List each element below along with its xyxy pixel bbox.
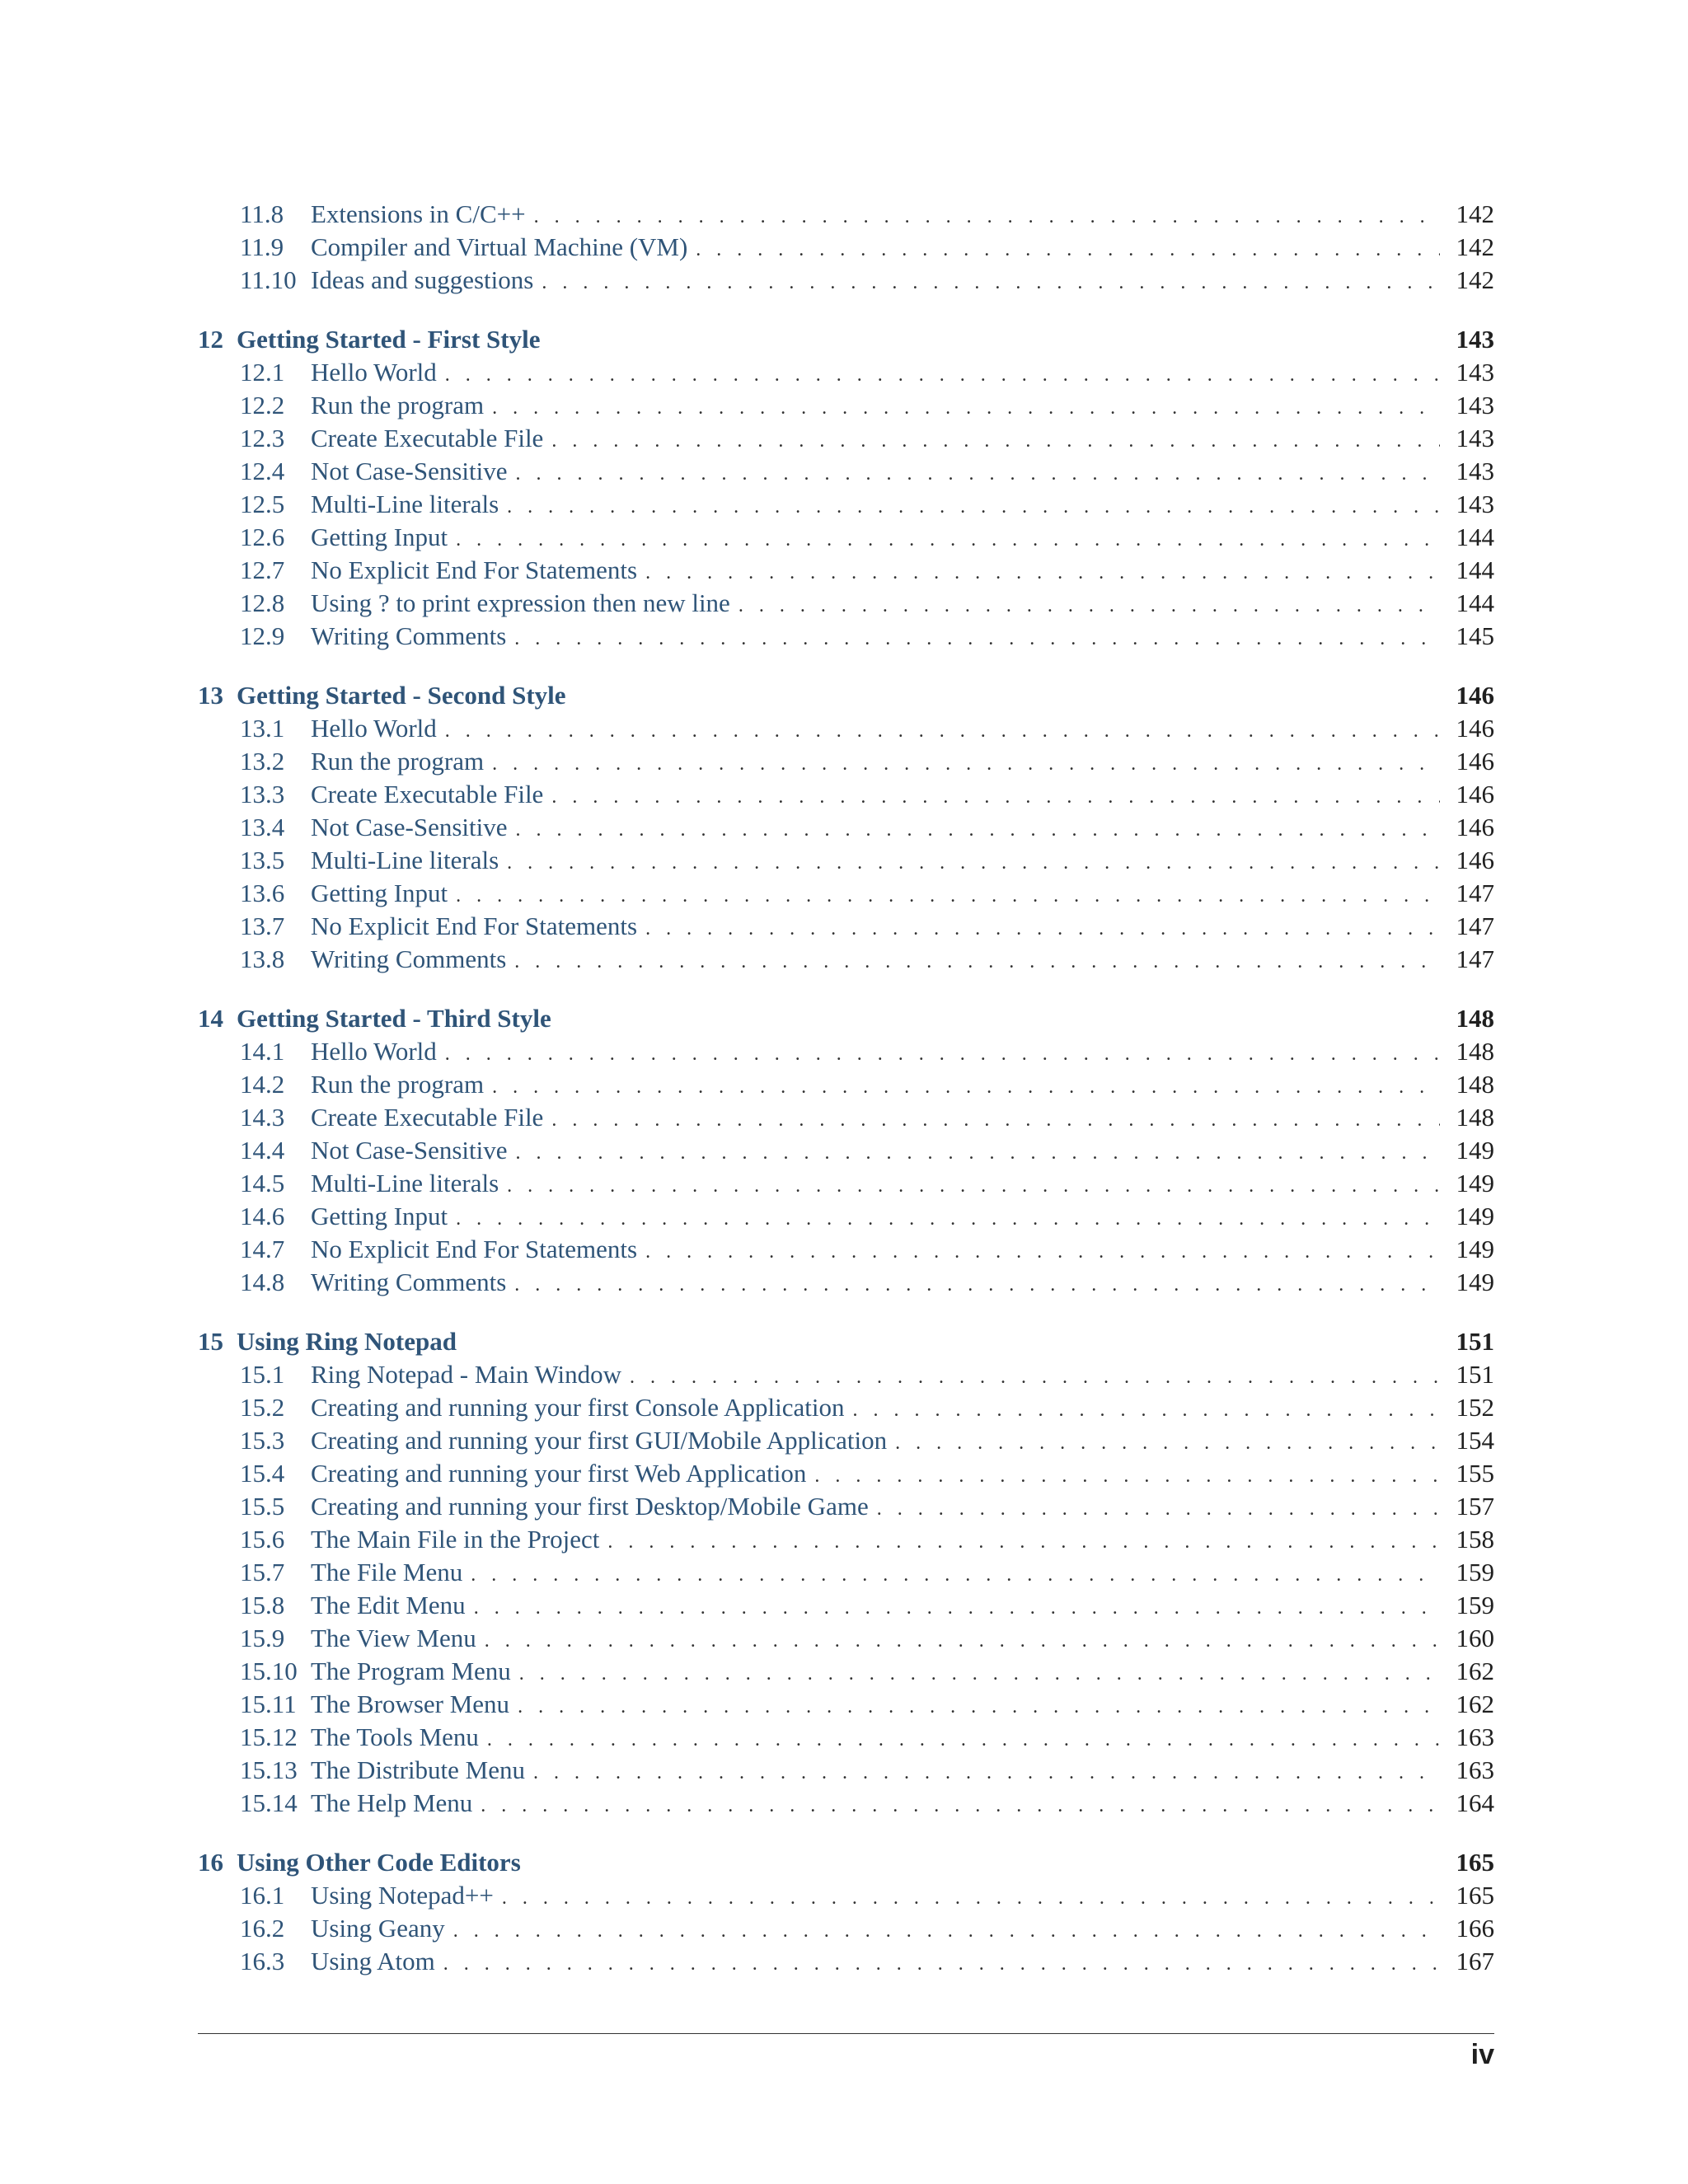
- toc-entry-number[interactable]: 12.5: [240, 490, 285, 518]
- toc-entry-title[interactable]: No Explicit End For Statements: [311, 912, 638, 940]
- toc-entry-number[interactable]: 14.3: [240, 1103, 285, 1132]
- toc-section-entry[interactable]: [198, 587, 1494, 620]
- toc-section-entry[interactable]: [198, 1035, 1494, 1068]
- toc-entry-title[interactable]: Multi-Line literals: [311, 846, 499, 874]
- toc-entry-page: 144: [1456, 588, 1494, 617]
- toc-entry-number[interactable]: 15.12: [240, 1722, 298, 1751]
- toc-entry-number[interactable]: 15: [198, 1327, 223, 1356]
- toc-entry-title[interactable]: No Explicit End For Statements: [311, 1235, 638, 1263]
- toc-entry-title[interactable]: Create Executable File: [311, 1103, 544, 1132]
- toc-entry-number[interactable]: 13.4: [240, 813, 285, 841]
- toc-entry-title[interactable]: The Help Menu: [311, 1788, 473, 1817]
- toc-entry-title[interactable]: The Edit Menu: [311, 1591, 466, 1619]
- toc-entry-page: 142: [1456, 232, 1494, 261]
- toc-section-entry[interactable]: [198, 521, 1494, 554]
- toc-entry-number[interactable]: 15.5: [240, 1492, 285, 1521]
- toc-section-entry[interactable]: [198, 1457, 1494, 1490]
- toc-entry-page: 149: [1456, 1202, 1494, 1230]
- toc-entry-title[interactable]: Getting Input: [311, 1202, 448, 1230]
- toc-entry-page: 144: [1456, 523, 1494, 551]
- toc-section-entry[interactable]: [198, 1912, 1494, 1945]
- toc-entry-page: 148: [1456, 1070, 1494, 1099]
- toc-entry-number[interactable]: 14.1: [240, 1037, 285, 1066]
- toc-entry-page: 154: [1456, 1426, 1494, 1455]
- toc-entry-page: 148: [1456, 1004, 1494, 1033]
- toc-section-entry[interactable]: [198, 198, 1494, 231]
- toc-section-entry[interactable]: [198, 554, 1494, 587]
- dot-leader: [630, 1361, 1440, 1394]
- toc-entry-number[interactable]: 11.9: [240, 232, 284, 261]
- toc-entry-title[interactable]: The File Menu: [311, 1558, 463, 1586]
- toc-section-entry[interactable]: [198, 778, 1494, 811]
- dot-leader: [456, 1202, 1440, 1235]
- toc-entry-number[interactable]: 13.2: [240, 747, 285, 776]
- toc-entry-page: 146: [1456, 813, 1494, 841]
- toc-entry-title[interactable]: Multi-Line literals: [311, 490, 499, 518]
- toc-entry-title[interactable]: The Tools Menu: [311, 1722, 479, 1751]
- toc-entry-title[interactable]: Using Ring Notepad: [237, 1327, 457, 1356]
- toc-entry-number[interactable]: 15.11: [240, 1690, 297, 1718]
- toc-entry-title[interactable]: No Explicit End For Statements: [311, 555, 638, 584]
- toc-entry-number[interactable]: 13.6: [240, 879, 285, 907]
- toc-entry-title[interactable]: Using Other Code Editors: [237, 1848, 521, 1877]
- dot-leader: [607, 1526, 1440, 1558]
- toc-entry-number[interactable]: 13.7: [240, 912, 285, 940]
- table-of-contents: [198, 198, 1494, 1978]
- dot-leader: [516, 813, 1441, 846]
- dot-leader: [551, 780, 1440, 813]
- dot-leader: [877, 1493, 1440, 1526]
- dot-leader: [481, 1789, 1440, 1822]
- toc-entry-page: 146: [1456, 780, 1494, 808]
- toc-entry-page: 143: [1456, 325, 1494, 354]
- toc-entry-title[interactable]: Not Case-Sensitive: [311, 813, 508, 841]
- dot-leader: [516, 1137, 1441, 1169]
- toc-entry-number[interactable]: 11.8: [240, 199, 284, 228]
- dot-leader: [514, 945, 1440, 978]
- dot-leader: [645, 912, 1440, 945]
- toc-section-entry[interactable]: [198, 1233, 1494, 1266]
- toc-entry-number[interactable]: 14: [198, 1004, 223, 1033]
- toc-entry-title[interactable]: Creating and running your first Web Application: [311, 1459, 807, 1488]
- toc-entry-page: 162: [1456, 1690, 1494, 1718]
- toc-entry-title[interactable]: Hello World: [311, 714, 437, 743]
- toc-entry-page: 151: [1456, 1360, 1494, 1389]
- toc-section-entry[interactable]: [198, 811, 1494, 844]
- toc-entry-page: 149: [1456, 1235, 1494, 1263]
- dot-leader: [533, 1756, 1440, 1789]
- toc-entry-title[interactable]: Not Case-Sensitive: [311, 1136, 508, 1165]
- toc-entry-page: 148: [1456, 1037, 1494, 1066]
- toc-section-entry[interactable]: [198, 1101, 1494, 1134]
- toc-entry-title[interactable]: The Distribute Menu: [311, 1755, 526, 1784]
- dot-leader: [645, 556, 1440, 589]
- dot-leader: [474, 1591, 1440, 1624]
- dot-leader: [443, 1947, 1440, 1980]
- toc-entry-number[interactable]: 12.7: [240, 555, 285, 584]
- dot-leader: [507, 490, 1440, 523]
- toc-entry-page: 147: [1456, 879, 1494, 907]
- toc-entry-page: 151: [1456, 1327, 1494, 1356]
- dot-leader: [492, 1071, 1440, 1104]
- toc-entry-number[interactable]: 13: [198, 681, 223, 710]
- dot-leader: [456, 523, 1440, 556]
- toc-entry-page: 143: [1456, 457, 1494, 485]
- toc-entry-number[interactable]: 12.2: [240, 391, 285, 419]
- toc-entry-title[interactable]: Create Executable File: [311, 424, 544, 452]
- toc-entry-title[interactable]: Using ? to print expression then new line: [311, 588, 730, 617]
- toc-entry-number[interactable]: 14.5: [240, 1169, 285, 1197]
- toc-entry-number[interactable]: 15.9: [240, 1624, 285, 1652]
- toc-entry-title[interactable]: Hello World: [311, 358, 437, 387]
- toc-entry-title[interactable]: Using Geany: [311, 1914, 445, 1943]
- toc-entry-page: 146: [1456, 681, 1494, 710]
- dot-leader: [551, 424, 1440, 457]
- toc-chapter-entry[interactable]: [198, 679, 1494, 712]
- toc-entry-page: 143: [1456, 391, 1494, 419]
- toc-section-entry[interactable]: [198, 1945, 1494, 1978]
- toc-entry-number[interactable]: 12.3: [240, 424, 285, 452]
- toc-section-entry[interactable]: [198, 1358, 1494, 1391]
- toc-section-entry[interactable]: [198, 264, 1494, 297]
- toc-entry-page: 145: [1456, 621, 1494, 650]
- toc-entry-title[interactable]: Ring Notepad - Main Window: [311, 1360, 622, 1389]
- toc-section-entry[interactable]: [198, 1134, 1494, 1167]
- dot-leader: [518, 1690, 1440, 1723]
- toc-entry-title[interactable]: Writing Comments: [311, 621, 507, 650]
- dot-leader: [814, 1460, 1440, 1493]
- toc-entry-page: 163: [1456, 1755, 1494, 1784]
- toc-section-entry[interactable]: [198, 1787, 1494, 1820]
- toc-entry-page: 143: [1456, 424, 1494, 452]
- toc-entry-page: 159: [1456, 1591, 1494, 1619]
- toc-entry-title[interactable]: Getting Started - First Style: [237, 325, 541, 354]
- toc-entry-page: 155: [1456, 1459, 1494, 1488]
- toc-entry-number[interactable]: 15.10: [240, 1657, 298, 1685]
- toc-entry-title[interactable]: The Browser Menu: [311, 1690, 510, 1718]
- toc-entry-page: 149: [1456, 1136, 1494, 1165]
- toc-entry-number[interactable]: 14.2: [240, 1070, 285, 1099]
- dot-leader: [492, 391, 1440, 424]
- toc-entry-number[interactable]: 13.8: [240, 944, 285, 973]
- toc-chapter-entry[interactable]: [198, 323, 1494, 356]
- toc-section-entry[interactable]: [198, 389, 1494, 422]
- toc-section-entry[interactable]: [198, 1655, 1494, 1688]
- toc-entry-number[interactable]: 11.10: [240, 265, 297, 294]
- toc-entry-page: 147: [1456, 912, 1494, 940]
- toc-section-entry[interactable]: [198, 1556, 1494, 1589]
- dot-leader: [507, 1169, 1440, 1202]
- toc-chapter-entry[interactable]: [198, 1002, 1494, 1035]
- toc-section-entry[interactable]: [198, 910, 1494, 943]
- dot-leader: [485, 1624, 1440, 1657]
- toc-section-entry[interactable]: [198, 620, 1494, 653]
- toc-entry-title[interactable]: Using Atom: [311, 1947, 435, 1975]
- toc-entry-page: 149: [1456, 1169, 1494, 1197]
- toc-section-entry[interactable]: [198, 712, 1494, 745]
- toc-chapter-entry[interactable]: [198, 1846, 1494, 1879]
- toc-entry-number[interactable]: 15.6: [240, 1525, 285, 1554]
- toc-entry-number[interactable]: 12.1: [240, 358, 285, 387]
- dot-leader: [445, 715, 1440, 748]
- toc-entry-number[interactable]: 14.8: [240, 1268, 285, 1296]
- dot-leader: [895, 1427, 1440, 1460]
- toc-section-entry[interactable]: [198, 1622, 1494, 1655]
- toc-entry-number[interactable]: 15.14: [240, 1788, 298, 1817]
- toc-entry-number[interactable]: 15.2: [240, 1393, 285, 1422]
- toc-entry-page: 159: [1456, 1558, 1494, 1586]
- toc-section-entry[interactable]: [198, 1167, 1494, 1200]
- toc-entry-page: 158: [1456, 1525, 1494, 1554]
- toc-entry-title[interactable]: Create Executable File: [311, 780, 544, 808]
- dot-leader: [487, 1723, 1440, 1756]
- toc-entry-page: 149: [1456, 1268, 1494, 1296]
- toc-entry-number[interactable]: 16.3: [240, 1947, 285, 1975]
- toc-entry-title[interactable]: Compiler and Virtual Machine (VM): [311, 232, 688, 261]
- toc-section-entry[interactable]: [198, 1200, 1494, 1233]
- toc-entry-title[interactable]: Creating and running your first Desktop/Mobile Game: [311, 1492, 869, 1521]
- toc-entry-page: 142: [1456, 199, 1494, 228]
- toc-section-entry[interactable]: [198, 1523, 1494, 1556]
- toc-entry-page: 143: [1456, 358, 1494, 387]
- toc-entry-title[interactable]: Multi-Line literals: [311, 1169, 499, 1197]
- dot-leader: [471, 1558, 1440, 1591]
- toc-entry-page: 167: [1456, 1947, 1494, 1975]
- toc-entry-page: 142: [1456, 265, 1494, 294]
- dot-leader: [645, 1235, 1440, 1268]
- toc-entry-page: 152: [1456, 1393, 1494, 1422]
- dot-leader: [456, 879, 1440, 912]
- toc-entry-title[interactable]: Creating and running your first Console Application: [311, 1393, 845, 1422]
- toc-entry-page: 147: [1456, 944, 1494, 973]
- dot-leader: [492, 748, 1440, 780]
- toc-entry-title[interactable]: Creating and running your first GUI/Mobile Application: [311, 1426, 888, 1455]
- toc-entry-title[interactable]: Extensions in C/C++: [311, 199, 526, 228]
- toc-entry-number[interactable]: 14.4: [240, 1136, 285, 1165]
- toc-entry-page: 160: [1456, 1624, 1494, 1652]
- toc-entry-number[interactable]: 13.1: [240, 714, 285, 743]
- dot-leader: [852, 1394, 1440, 1427]
- dot-leader: [445, 359, 1440, 391]
- toc-entry-title[interactable]: Getting Started - Third Style: [237, 1004, 551, 1033]
- toc-entry-number[interactable]: 16.1: [240, 1881, 285, 1910]
- toc-section-entry[interactable]: [198, 1266, 1494, 1299]
- dot-leader: [514, 1268, 1440, 1301]
- toc-entry-title[interactable]: Getting Input: [311, 879, 448, 907]
- toc-entry-page: 162: [1456, 1657, 1494, 1685]
- dot-leader: [516, 457, 1441, 490]
- toc-entry-title[interactable]: The Program Menu: [311, 1657, 511, 1685]
- dot-leader: [445, 1038, 1440, 1071]
- toc-section-entry[interactable]: [198, 1424, 1494, 1457]
- toc-section-entry[interactable]: [198, 422, 1494, 455]
- toc-entry-page: 144: [1456, 555, 1494, 584]
- toc-section-entry[interactable]: [198, 877, 1494, 910]
- toc-entry-page: 146: [1456, 714, 1494, 743]
- toc-entry-number[interactable]: 12.4: [240, 457, 285, 485]
- toc-section-entry[interactable]: [198, 1490, 1494, 1523]
- toc-section-entry[interactable]: [198, 1754, 1494, 1787]
- toc-entry-page: 165: [1456, 1881, 1494, 1910]
- dot-leader: [738, 589, 1440, 622]
- toc-section-entry[interactable]: [198, 231, 1494, 264]
- toc-entry-title[interactable]: The View Menu: [311, 1624, 476, 1652]
- toc-entry-page: 157: [1456, 1492, 1494, 1521]
- toc-entry-page: 148: [1456, 1103, 1494, 1132]
- toc-entry-number[interactable]: 13.3: [240, 780, 285, 808]
- toc-entry-number[interactable]: 14.7: [240, 1235, 285, 1263]
- toc-entry-number[interactable]: 12.6: [240, 523, 285, 551]
- toc-entry-page: 165: [1456, 1848, 1494, 1877]
- toc-section-entry[interactable]: [198, 1068, 1494, 1101]
- toc-entry-title[interactable]: Hello World: [311, 1037, 437, 1066]
- toc-entry-title[interactable]: Getting Started - Second Style: [237, 681, 566, 710]
- toc-entry-title[interactable]: Not Case-Sensitive: [311, 457, 508, 485]
- toc-entry-page: 166: [1456, 1914, 1494, 1943]
- toc-section-entry[interactable]: [198, 455, 1494, 488]
- page-number: iv: [1470, 2039, 1494, 2070]
- toc-entry-title[interactable]: Run the program: [311, 747, 485, 776]
- toc-entry-title[interactable]: Ideas and suggestions: [311, 265, 534, 294]
- toc-chapter-entry[interactable]: [198, 1325, 1494, 1358]
- dot-leader: [519, 1657, 1440, 1690]
- toc-entry-number[interactable]: 12: [198, 325, 223, 354]
- dot-leader: [534, 200, 1440, 233]
- dot-leader: [696, 233, 1440, 266]
- toc-entry-page: 146: [1456, 846, 1494, 874]
- toc-entry-number[interactable]: 12.8: [240, 588, 285, 617]
- dot-leader: [453, 1915, 1440, 1947]
- toc-section-entry[interactable]: [198, 943, 1494, 976]
- toc-entry-number[interactable]: 15.7: [240, 1558, 285, 1586]
- toc-section-entry[interactable]: [198, 745, 1494, 778]
- dot-leader: [551, 1104, 1440, 1137]
- toc-entry-page: 143: [1456, 490, 1494, 518]
- toc-entry-title[interactable]: Run the program: [311, 1070, 485, 1099]
- dot-leader: [502, 1882, 1440, 1915]
- toc-section-entry[interactable]: [198, 488, 1494, 521]
- toc-section-entry[interactable]: [198, 1879, 1494, 1912]
- toc-entry-number[interactable]: 15.8: [240, 1591, 285, 1619]
- toc-entry-page: 164: [1456, 1788, 1494, 1817]
- toc-section-entry[interactable]: [198, 1721, 1494, 1754]
- footer-rule: [198, 2033, 1494, 2034]
- dot-leader: [542, 266, 1440, 299]
- toc-entry-number[interactable]: 13.5: [240, 846, 285, 874]
- toc-entry-title[interactable]: Getting Input: [311, 523, 448, 551]
- toc-entry-number[interactable]: 15.3: [240, 1426, 285, 1455]
- toc-entry-page: 146: [1456, 747, 1494, 776]
- toc-entry-number[interactable]: 15.1: [240, 1360, 285, 1389]
- toc-entry-title[interactable]: Writing Comments: [311, 944, 507, 973]
- toc-section-entry[interactable]: [198, 1589, 1494, 1622]
- toc-entry-title[interactable]: Writing Comments: [311, 1268, 507, 1296]
- toc-section-entry[interactable]: [198, 844, 1494, 877]
- toc-entry-number[interactable]: 15.4: [240, 1459, 285, 1488]
- toc-entry-number[interactable]: 16.2: [240, 1914, 285, 1943]
- dot-leader: [507, 846, 1440, 879]
- toc-entry-title[interactable]: Run the program: [311, 391, 485, 419]
- toc-entry-number[interactable]: 16: [198, 1848, 223, 1877]
- toc-section-entry[interactable]: [198, 1391, 1494, 1424]
- toc-section-entry[interactable]: [198, 356, 1494, 389]
- toc-entry-page: 163: [1456, 1722, 1494, 1751]
- toc-section-entry[interactable]: [198, 1688, 1494, 1721]
- toc-entry-title[interactable]: The Main File in the Project: [311, 1525, 600, 1554]
- toc-entry-number[interactable]: 14.6: [240, 1202, 285, 1230]
- toc-entry-title[interactable]: Using Notepad++: [311, 1881, 494, 1910]
- dot-leader: [514, 622, 1440, 655]
- toc-entry-number[interactable]: 12.9: [240, 621, 285, 650]
- toc-entry-number[interactable]: 15.13: [240, 1755, 298, 1784]
